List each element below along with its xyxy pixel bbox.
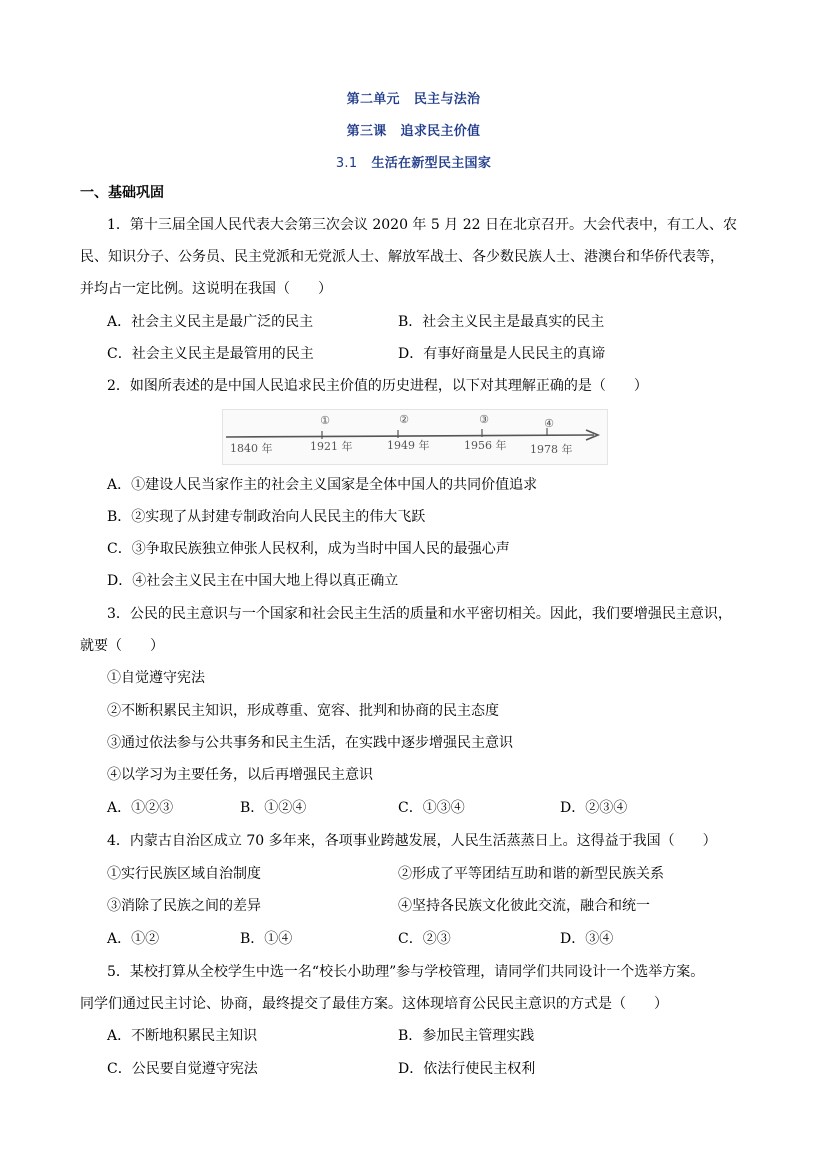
timeline-year-1978: 1978 年 — [530, 443, 573, 456]
q2-stem: 2．如图所表述的是中国人民追求民主价值的历史进程，以下对其理解正确的是（ ） — [107, 378, 648, 394]
q4-item-4: ④坚持各民族文化彼此交流，融合和统一 — [398, 898, 650, 914]
q3-item-4: ④以学习为主要任务，以后再增强民主意识 — [107, 767, 373, 783]
q3-line-2: 就要（ ） — [80, 638, 164, 654]
q4-option-a: A．①② — [107, 931, 160, 947]
q3-item-1: ①自觉遵守宪法 — [107, 670, 205, 686]
timeline-year-1840: 1840 年 — [230, 442, 273, 455]
q4-option-c: C．②③ — [398, 931, 451, 947]
q3-option-d: D．②③④ — [560, 800, 628, 816]
q5-line-2: 同学们通过民主讨论、协商，最终提交了最佳方案。这体现培育公民民主意识的方式是（ ） — [80, 996, 668, 1012]
timeline-year-1956: 1956 年 — [464, 439, 507, 452]
q4-item-3: ③消除了民族之间的差异 — [107, 898, 261, 914]
q3-line-1: 3．公民的民主意识与一个国家和社会民主生活的质量和水平密切相关。因此，我们要增强民主意识， — [107, 606, 732, 622]
q1-option-d: D．有事好商量是人民民主的真谛 — [398, 346, 606, 362]
q3-item-2: ②不断积累民主知识，形成尊重、宽容、批判和协商的民主态度 — [107, 703, 499, 719]
q1-line-3: 并均占一定比例。这说明在我国（ ） — [80, 281, 332, 297]
section-title: 3.1 生活在新型民主国家 — [335, 156, 492, 171]
q4-item-2: ②形成了平等团结互助和谐的新型民族关系 — [398, 866, 664, 882]
q1-option-a: A．社会主义民主是最广泛的民主 — [107, 314, 314, 330]
lesson-title: 第三课 追求民主价值 — [346, 124, 481, 139]
q2-option-b: B．②实现了从封建专制政治向人民民主的伟大飞跃 — [107, 509, 426, 525]
q1-line-2: 民、知识分子、公务员、民主党派和无党派人士、解放军战士、各少数民族人士、港澳台和华侨代表等， — [80, 249, 724, 265]
q2-option-c: C．③争取民族独立伸张人民权利，成为当时中国人民的最强心声 — [107, 541, 510, 557]
timeline-marker-1: ① — [320, 414, 330, 427]
unit-title: 第二单元 民主与法治 — [346, 92, 481, 107]
q2-option-d: D．④社会主义民主在中国大地上得以真正确立 — [107, 573, 399, 589]
q4-item-1: ①实行民族区域自治制度 — [107, 866, 261, 882]
q1-option-c: C．社会主义民主是最管用的民主 — [107, 346, 314, 362]
q5-option-a: A．不断地积累民主知识 — [107, 1028, 258, 1044]
part-heading: 一、基础巩固 — [80, 185, 164, 201]
q5-option-c: C．公民要自觉遵守宪法 — [107, 1061, 258, 1077]
q4-option-d: D．③④ — [560, 931, 614, 947]
timeline-marker-3: ③ — [479, 413, 489, 426]
q5-line-1: 5．某校打算从全校学生中选一名“校长小助理”参与学校管理，请同学们共同设计一个选举方案。 — [107, 964, 705, 980]
q4-stem: 4．内蒙古自治区成立 70 多年来，各项事业跨越发展，人民生活蒸蒸日上。这得益于我国（ ） — [107, 833, 717, 849]
q1-option-b: B．社会主义民主是最真实的民主 — [398, 314, 605, 330]
q3-option-b: B．①②④ — [240, 800, 307, 816]
timeline-marker-2: ② — [399, 413, 409, 426]
q2-option-a: A．①建设人民当家作主的社会主义国家是全体中国人的共同价值追求 — [107, 477, 538, 493]
q1-line-1: 1．第十三届全国人民代表大会第三次会议 2020 年 5 月 22 日在北京召开。大会代表中，有工人、农 — [107, 217, 737, 233]
q4-option-b: B．①④ — [240, 931, 293, 947]
history-timeline — [222, 409, 608, 465]
q3-item-3: ③通过依法参与公共事务和民主生活，在实践中逐步增强民主意识 — [107, 735, 513, 751]
q5-option-d: D．依法行使民主权利 — [398, 1061, 536, 1077]
q3-option-a: A．①②③ — [107, 800, 174, 816]
q3-option-c: C．①③④ — [398, 800, 465, 816]
timeline-marker-4: ④ — [544, 417, 554, 430]
q5-option-b: B．参加民主管理实践 — [398, 1028, 535, 1044]
timeline-year-1949: 1949 年 — [387, 439, 430, 452]
timeline-year-1921: 1921 年 — [310, 440, 353, 453]
